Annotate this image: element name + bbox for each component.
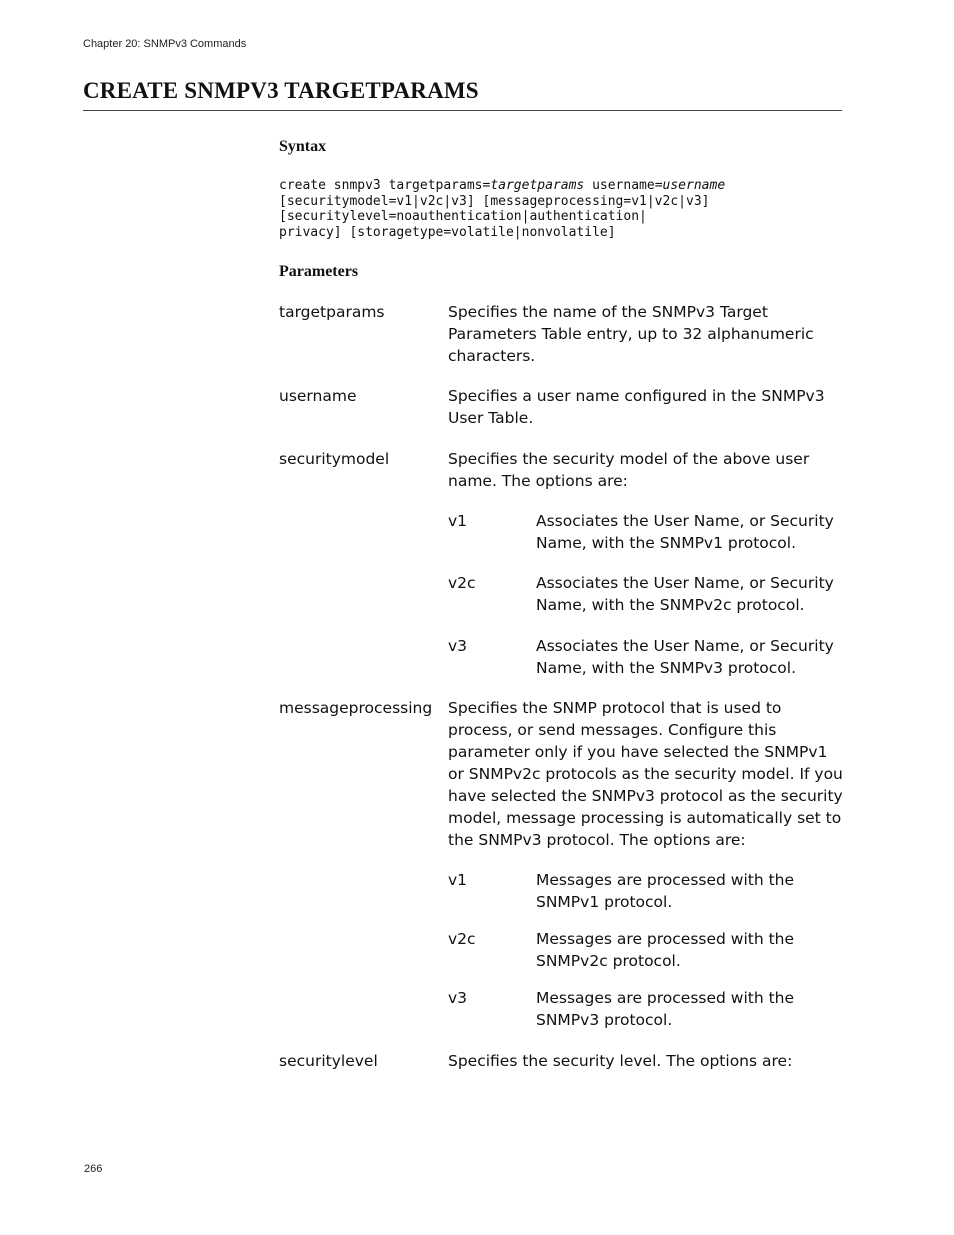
param-name: securitymodel — [279, 450, 390, 468]
syntax-text: privacy] [storagetype=volatile|nonvolatile] — [279, 224, 616, 240]
option-name: v3 — [448, 989, 468, 1007]
option-description: Associates the User Name, or Security Name, with the SNMPv3 protocol. — [536, 637, 834, 677]
running-head: Chapter 20: SNMPv3 Commands — [83, 38, 247, 50]
option-name: v2c — [448, 574, 476, 592]
page-title: CREATE SNMPV3 TARGETPARAMS — [83, 78, 479, 103]
param-description: Specifies a user name configured in the SNMPv3 User Table. — [448, 387, 825, 427]
param-description: Specifies the name of the SNMPv3 Target Parameters Table entry, up to 32 alphanumeric characters. — [448, 303, 814, 365]
title-rule — [83, 110, 842, 111]
option-description: Messages are processed with the SNMPv1 protocol. — [536, 871, 795, 911]
param-name: targetparams — [279, 303, 385, 321]
param-name: securitylevel — [279, 1052, 378, 1070]
param-description: Specifies the security model of the above user name. The options are: — [448, 450, 810, 490]
param-name: messageprocessing — [279, 699, 433, 717]
option-name: v2c — [448, 930, 476, 948]
syntax-block — [279, 178, 725, 240]
param-description: Specifies the security level. The options are: — [448, 1052, 793, 1070]
page-number: 266 — [84, 1163, 103, 1175]
syntax-text: [securitymodel=v1|v2c|v3] [messageprocessing=v1|v2c|v3] — [279, 193, 710, 209]
option-name: v1 — [448, 871, 468, 889]
option-description: Messages are processed with the SNMPv3 protocol. — [536, 989, 795, 1029]
param-name: username — [279, 387, 357, 405]
option-description: Messages are processed with the SNMPv2c protocol. — [536, 930, 795, 970]
option-description: Associates the User Name, or Security Name, with the SNMPv2c protocol. — [536, 574, 834, 614]
option-name: v1 — [448, 512, 468, 530]
option-name: v3 — [448, 637, 468, 655]
option-description: Associates the User Name, or Security Name, with the SNMPv1 protocol. — [536, 512, 834, 552]
parameters-heading: Parameters — [279, 263, 359, 280]
syntax-text: username= — [584, 178, 663, 193]
syntax-placeholder: username — [662, 178, 726, 193]
syntax-text: [securitylevel=noauthentication|authentication| — [279, 209, 647, 224]
syntax-placeholder: targetparams — [490, 178, 585, 193]
syntax-text: create snmpv3 targetparams= — [279, 178, 491, 193]
param-description: Specifies the SNMP protocol that is used to process, or send messages. Configure this parameter only if you have selected the SNMPv1 or SNMPv2c protocols as the security model. If you have selected the SNMPv3 protocol as the security model, message processing is automatically set to the SNMPv3 protocol. The options are: — [448, 699, 843, 849]
syntax-heading: Syntax — [279, 138, 327, 155]
